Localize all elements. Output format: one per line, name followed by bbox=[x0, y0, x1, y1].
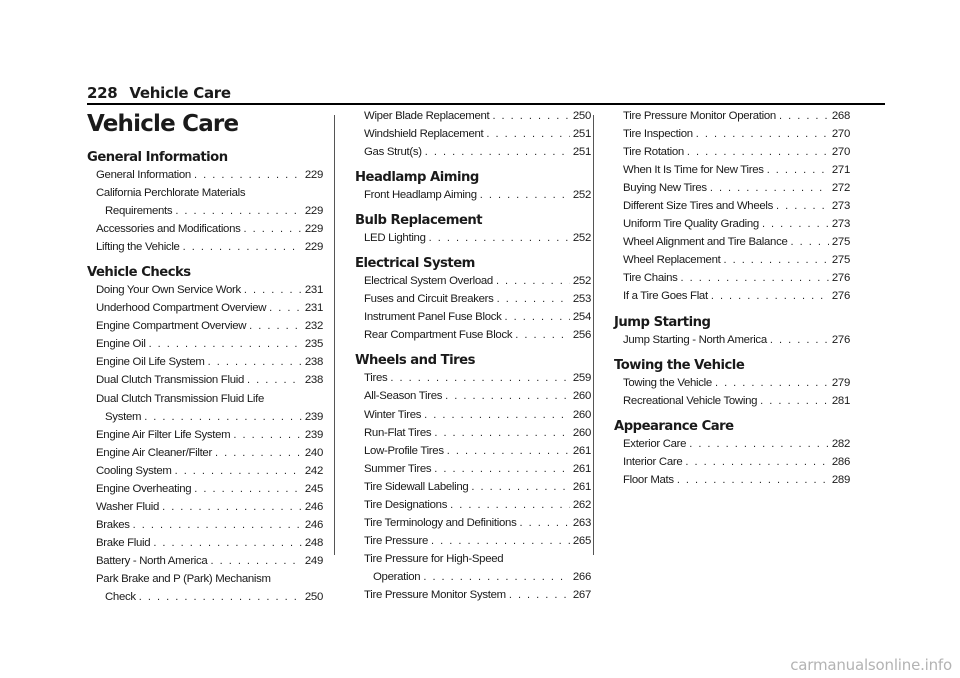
toc-entry-title: Tire Pressure bbox=[364, 534, 429, 547]
section-heading: Headlamp Aiming bbox=[355, 170, 479, 186]
dot-leader bbox=[423, 568, 570, 586]
dot-leader bbox=[509, 586, 570, 604]
dot-leader bbox=[233, 426, 302, 444]
toc-entry-page: 273 bbox=[831, 218, 850, 231]
dot-leader bbox=[208, 353, 302, 371]
toc-entry bbox=[364, 442, 591, 460]
toc-entry bbox=[623, 392, 850, 410]
toc-entry-heading: Tire Pressure for High-Speed bbox=[364, 552, 504, 565]
dot-leader bbox=[486, 125, 569, 143]
toc-entry bbox=[623, 453, 850, 471]
dot-leader bbox=[149, 335, 302, 353]
toc-entry-title: Gas Strut(s) bbox=[364, 146, 422, 159]
dot-leader bbox=[429, 229, 570, 247]
toc-entry bbox=[96, 534, 323, 552]
toc-entry-page: 281 bbox=[831, 394, 850, 407]
toc-entry-title: Check bbox=[105, 591, 136, 604]
toc-entry-title: Operation bbox=[373, 570, 421, 583]
toc-entry-page: 252 bbox=[572, 232, 591, 245]
toc-entry-title: Engine Oil Life System bbox=[96, 356, 205, 369]
toc-entry-page: 261 bbox=[572, 462, 591, 475]
header-rule bbox=[87, 103, 885, 105]
toc-entry-title: Jump Starting - North America bbox=[623, 333, 767, 346]
toc-entry-page: 276 bbox=[831, 272, 850, 285]
dot-leader bbox=[244, 281, 302, 299]
toc-entry-title: Tire Chains bbox=[623, 272, 678, 285]
page-number: 228 bbox=[87, 84, 118, 102]
toc-entry-title: Underhood Compartment Overview bbox=[96, 302, 267, 315]
toc-entry-page: 261 bbox=[572, 480, 591, 493]
dot-leader bbox=[519, 514, 569, 532]
section-heading: Towing the Vehicle bbox=[614, 357, 745, 373]
toc-entry bbox=[364, 424, 591, 442]
toc-entry bbox=[96, 408, 323, 426]
dot-leader bbox=[133, 516, 302, 534]
dot-leader bbox=[770, 331, 829, 349]
toc-entry bbox=[96, 552, 323, 570]
toc-entry bbox=[364, 387, 591, 405]
dot-leader bbox=[480, 186, 570, 204]
dot-leader bbox=[677, 471, 829, 489]
toc-entry bbox=[623, 197, 850, 215]
toc-entry-page: 232 bbox=[304, 320, 323, 333]
dot-leader bbox=[247, 371, 302, 389]
toc-entry-page: 229 bbox=[304, 241, 323, 254]
toc-entry bbox=[96, 317, 323, 335]
toc-entry bbox=[96, 202, 323, 220]
toc-entry-page: 265 bbox=[572, 534, 591, 547]
toc-entry bbox=[623, 471, 850, 489]
toc-entry-page: 239 bbox=[304, 428, 323, 441]
toc-entry-page: 254 bbox=[572, 311, 591, 324]
toc-entry-heading: California Perchlorate Materials bbox=[96, 187, 246, 200]
dot-leader bbox=[249, 317, 302, 335]
toc-entry bbox=[96, 281, 323, 299]
dot-leader bbox=[153, 534, 302, 552]
toc-entry bbox=[96, 335, 323, 353]
toc-column-1 bbox=[87, 150, 323, 606]
dot-leader bbox=[434, 424, 570, 442]
toc-entry-title: Buying New Tires bbox=[623, 182, 707, 195]
toc-entry-page: 248 bbox=[304, 536, 323, 549]
toc-entry-title: Instrument Panel Fuse Block bbox=[364, 311, 502, 324]
toc-entry-title: Wheel Replacement bbox=[623, 254, 721, 267]
toc-entry-title: Wheel Alignment and Tire Balance bbox=[623, 236, 788, 249]
toc-entry-title: Windshield Replacement bbox=[364, 128, 484, 141]
dot-leader bbox=[760, 392, 829, 410]
toc-entry bbox=[96, 371, 323, 389]
toc-entry-page: 262 bbox=[572, 498, 591, 511]
toc-entry-page: 250 bbox=[304, 591, 323, 604]
section-heading: Wheels and Tires bbox=[355, 353, 475, 369]
watermark-text: carmanualsonline.info bbox=[790, 656, 952, 674]
toc-entry bbox=[623, 215, 850, 233]
toc-entry-page: 229 bbox=[304, 169, 323, 181]
toc-entry bbox=[364, 478, 591, 496]
toc-entry-page: 235 bbox=[304, 338, 323, 351]
toc-entry-title: Front Headlamp Aiming bbox=[364, 189, 477, 202]
toc-entry bbox=[96, 498, 323, 516]
toc-entry-page: 263 bbox=[572, 516, 591, 529]
toc-entry bbox=[623, 143, 850, 161]
toc-entry bbox=[364, 125, 591, 143]
toc-entry-title: Accessories and Modifications bbox=[96, 223, 241, 236]
toc-entry bbox=[364, 460, 591, 478]
toc-entry bbox=[364, 308, 591, 326]
dot-leader bbox=[791, 233, 829, 251]
toc-entry-title: Requirements bbox=[105, 205, 173, 218]
toc-entry-page: 238 bbox=[304, 356, 323, 369]
toc-entry-title: Exterior Care bbox=[623, 437, 687, 450]
running-header-section: Vehicle Care bbox=[129, 84, 231, 102]
section-heading: Electrical System bbox=[355, 256, 475, 272]
toc-entry-page: 252 bbox=[572, 275, 591, 288]
toc-entry-title: All-Season Tires bbox=[364, 390, 443, 403]
toc-entry-title: Rear Compartment Fuse Block bbox=[364, 329, 513, 342]
toc-entry-page: 275 bbox=[831, 254, 850, 267]
toc-entry-page: 270 bbox=[831, 146, 850, 159]
toc-entry bbox=[96, 353, 323, 371]
toc-entry-title: Tire Rotation bbox=[623, 146, 684, 159]
toc-entry bbox=[623, 287, 850, 305]
toc-entry-page: 272 bbox=[831, 182, 850, 195]
toc-entry-page: 239 bbox=[304, 410, 323, 423]
toc-entry bbox=[96, 588, 323, 606]
dot-leader bbox=[434, 460, 570, 478]
toc-entry-page: 250 bbox=[572, 110, 591, 122]
toc-entry-page: 253 bbox=[572, 293, 591, 306]
toc-entry bbox=[96, 480, 323, 498]
toc-entry-page: 249 bbox=[304, 554, 323, 567]
toc-entry-title: Dual Clutch Transmission Fluid bbox=[96, 374, 244, 387]
toc-entry-page: 260 bbox=[572, 426, 591, 439]
dot-leader bbox=[450, 496, 570, 514]
toc-entry bbox=[623, 107, 850, 125]
dot-leader bbox=[723, 251, 828, 269]
toc-entry-page: 273 bbox=[831, 200, 850, 213]
toc-entry-title: Tire Designations bbox=[364, 498, 448, 511]
dot-leader bbox=[685, 453, 828, 471]
toc-entry-title: Floor Mats bbox=[623, 473, 674, 486]
toc-entry-title: LED Lighting bbox=[364, 232, 426, 245]
toc-entry-page: 259 bbox=[572, 372, 591, 385]
toc-entry-title: Engine Compartment Overview bbox=[96, 320, 247, 333]
toc-entry-title: Engine Air Filter Life System bbox=[96, 428, 231, 441]
toc-entry bbox=[623, 161, 850, 179]
toc-entry-page: 271 bbox=[831, 164, 850, 177]
toc-entry bbox=[623, 251, 850, 269]
toc-entry-page: 229 bbox=[304, 223, 323, 236]
dot-leader bbox=[175, 462, 302, 480]
toc-entry-page: 282 bbox=[831, 437, 850, 450]
dot-leader bbox=[390, 369, 570, 387]
toc-entry-page: 261 bbox=[572, 444, 591, 457]
dot-leader bbox=[492, 107, 569, 125]
dot-leader bbox=[687, 143, 829, 161]
toc-entry-title: Uniform Tire Quality Grading bbox=[623, 218, 759, 231]
toc-entry-page: 266 bbox=[572, 570, 591, 583]
toc-entry-title: If a Tire Goes Flat bbox=[623, 290, 708, 303]
section-heading: Vehicle Checks bbox=[87, 265, 191, 281]
dot-leader bbox=[244, 220, 302, 238]
toc-entry-title: Wiper Blade Replacement bbox=[364, 110, 490, 122]
dot-leader bbox=[162, 498, 302, 516]
toc-entry bbox=[623, 125, 850, 143]
toc-column-2 bbox=[355, 107, 591, 604]
toc-entry bbox=[364, 290, 591, 308]
toc-entry-title: Summer Tires bbox=[364, 462, 432, 475]
toc-entry bbox=[96, 299, 323, 317]
toc-entry bbox=[96, 516, 323, 534]
toc-entry-page: 279 bbox=[831, 376, 850, 389]
toc-entry-page: 276 bbox=[831, 333, 850, 346]
toc-entry bbox=[364, 107, 591, 125]
section-heading: Appearance Care bbox=[614, 418, 734, 434]
toc-entry bbox=[623, 331, 850, 349]
dot-leader bbox=[515, 326, 570, 344]
toc-entry-title: Brake Fluid bbox=[96, 536, 151, 549]
dot-leader bbox=[425, 143, 570, 161]
chapter-title: Vehicle Care bbox=[87, 111, 239, 137]
toc-entry-title: Tires bbox=[364, 372, 388, 385]
dot-leader bbox=[762, 215, 829, 233]
toc-entry bbox=[364, 326, 591, 344]
toc-entry bbox=[364, 514, 591, 532]
dot-leader bbox=[689, 435, 829, 453]
toc-entry bbox=[364, 568, 591, 586]
toc-entry bbox=[623, 179, 850, 197]
section-heading: Bulb Replacement bbox=[355, 213, 483, 229]
toc-entry-page: 275 bbox=[831, 236, 850, 249]
toc-entry-heading: Dual Clutch Transmission Fluid Life bbox=[96, 392, 265, 405]
dot-leader bbox=[139, 588, 302, 606]
toc-entry-title: Electrical System Overload bbox=[364, 275, 493, 288]
toc-entry-page: 242 bbox=[304, 464, 323, 477]
dot-leader bbox=[210, 552, 301, 570]
dot-leader bbox=[431, 532, 570, 550]
toc-entry-page: 231 bbox=[304, 302, 323, 315]
toc-entry-page: 270 bbox=[831, 128, 850, 141]
toc-entry-page: 289 bbox=[831, 473, 850, 486]
dot-leader bbox=[447, 442, 570, 460]
toc-entry-page: 251 bbox=[572, 146, 591, 159]
toc-entry-page: 260 bbox=[572, 408, 591, 421]
dot-leader bbox=[496, 272, 570, 290]
toc-entry bbox=[364, 406, 591, 424]
toc-entry-page: 246 bbox=[304, 500, 323, 513]
toc-entry-title: Engine Overheating bbox=[96, 482, 192, 495]
toc-entry-page: 286 bbox=[831, 455, 850, 468]
toc-entry bbox=[96, 462, 323, 480]
dot-leader bbox=[767, 161, 829, 179]
column-divider-1 bbox=[334, 115, 335, 555]
dot-leader bbox=[269, 299, 302, 317]
toc-entry-title: Washer Fluid bbox=[96, 500, 160, 513]
toc-column-3 bbox=[614, 107, 850, 489]
toc-entry bbox=[364, 143, 591, 161]
toc-entry-page: 268 bbox=[831, 110, 850, 122]
toc-entry-page: 267 bbox=[572, 588, 591, 601]
toc-entry bbox=[623, 435, 850, 453]
dot-leader bbox=[144, 408, 302, 426]
column-divider-2 bbox=[593, 115, 594, 555]
running-header bbox=[87, 84, 231, 102]
toc-entry-page: 240 bbox=[304, 446, 323, 459]
dot-leader bbox=[194, 480, 302, 498]
toc-entry-title: Tire Terminology and Definitions bbox=[364, 516, 517, 529]
toc-entry-title: Engine Oil bbox=[96, 338, 146, 351]
toc-entry-title: Brakes bbox=[96, 518, 130, 531]
dot-leader bbox=[183, 238, 302, 256]
toc-entry-title: Engine Air Cleaner/Filter bbox=[96, 446, 212, 459]
dot-leader bbox=[497, 290, 570, 308]
dot-leader bbox=[175, 202, 302, 220]
section-heading: Jump Starting bbox=[614, 314, 711, 330]
dot-leader bbox=[715, 374, 829, 392]
toc-entry bbox=[364, 229, 591, 247]
toc-entry bbox=[364, 496, 591, 514]
section-heading: General Information bbox=[87, 150, 228, 165]
toc-entry-page: 260 bbox=[572, 390, 591, 403]
toc-entry-title: Interior Care bbox=[623, 455, 683, 468]
toc-entry bbox=[364, 186, 591, 204]
dot-leader bbox=[194, 166, 302, 184]
dot-leader bbox=[471, 478, 569, 496]
toc-entry bbox=[96, 238, 323, 256]
toc-entry-title: When It Is Time for New Tires bbox=[623, 164, 764, 177]
toc-entry bbox=[364, 369, 591, 387]
dot-leader bbox=[696, 125, 829, 143]
toc-entry-title: Winter Tires bbox=[364, 408, 422, 421]
toc-entry-title: Towing the Vehicle bbox=[623, 376, 712, 389]
toc-entry-title: System bbox=[105, 410, 142, 423]
toc-entry bbox=[96, 426, 323, 444]
toc-entry-page: 229 bbox=[304, 205, 323, 218]
toc-entry-title: Battery - North America bbox=[96, 554, 208, 567]
toc-entry-page: 231 bbox=[304, 284, 323, 297]
toc-entry bbox=[364, 532, 591, 550]
toc-entry bbox=[96, 166, 323, 184]
toc-entry bbox=[96, 220, 323, 238]
dot-leader bbox=[424, 406, 570, 424]
toc-entry-page: 246 bbox=[304, 518, 323, 531]
toc-entry-page: 276 bbox=[831, 290, 850, 303]
dot-leader bbox=[776, 197, 829, 215]
toc-entry-page: 238 bbox=[304, 374, 323, 387]
toc-entry-title: Different Size Tires and Wheels bbox=[623, 200, 774, 213]
toc-entry-title: Recreational Vehicle Towing bbox=[623, 394, 758, 407]
dot-leader bbox=[779, 107, 829, 125]
toc-entry-page: 251 bbox=[572, 128, 591, 141]
toc-entry bbox=[96, 444, 323, 462]
toc-entry bbox=[623, 233, 850, 251]
toc-entry-title: Tire Inspection bbox=[623, 128, 693, 141]
dot-leader bbox=[681, 269, 829, 287]
dot-leader bbox=[505, 308, 570, 326]
toc-entry-heading: Park Brake and P (Park) Mechanism bbox=[96, 572, 271, 585]
dot-leader bbox=[445, 387, 570, 405]
toc-entry-title: Low-Profile Tires bbox=[364, 444, 444, 457]
toc-entry-page: 256 bbox=[572, 329, 591, 342]
toc-entry bbox=[364, 272, 591, 290]
toc-entry-page: 252 bbox=[572, 189, 591, 202]
toc-entry-title: Tire Pressure Monitor System bbox=[364, 588, 506, 601]
toc-entry-title: Tire Pressure Monitor Operation bbox=[623, 110, 776, 122]
dot-leader bbox=[710, 179, 829, 197]
toc-entry-title: General Information bbox=[96, 169, 191, 181]
toc-entry-title: Fuses and Circuit Breakers bbox=[364, 293, 494, 306]
toc-entry-title: Tire Sidewall Labeling bbox=[364, 480, 469, 493]
toc-entry-page: 245 bbox=[304, 482, 323, 495]
toc-entry bbox=[623, 374, 850, 392]
toc-entry-title: Doing Your Own Service Work bbox=[96, 284, 241, 297]
dot-leader bbox=[711, 287, 829, 305]
toc-entry-title: Run-Flat Tires bbox=[364, 426, 432, 439]
toc-entry-title: Lifting the Vehicle bbox=[96, 241, 180, 254]
toc-entry bbox=[623, 269, 850, 287]
dot-leader bbox=[215, 444, 302, 462]
toc-entry-title: Cooling System bbox=[96, 464, 172, 477]
toc-entry bbox=[364, 586, 591, 604]
